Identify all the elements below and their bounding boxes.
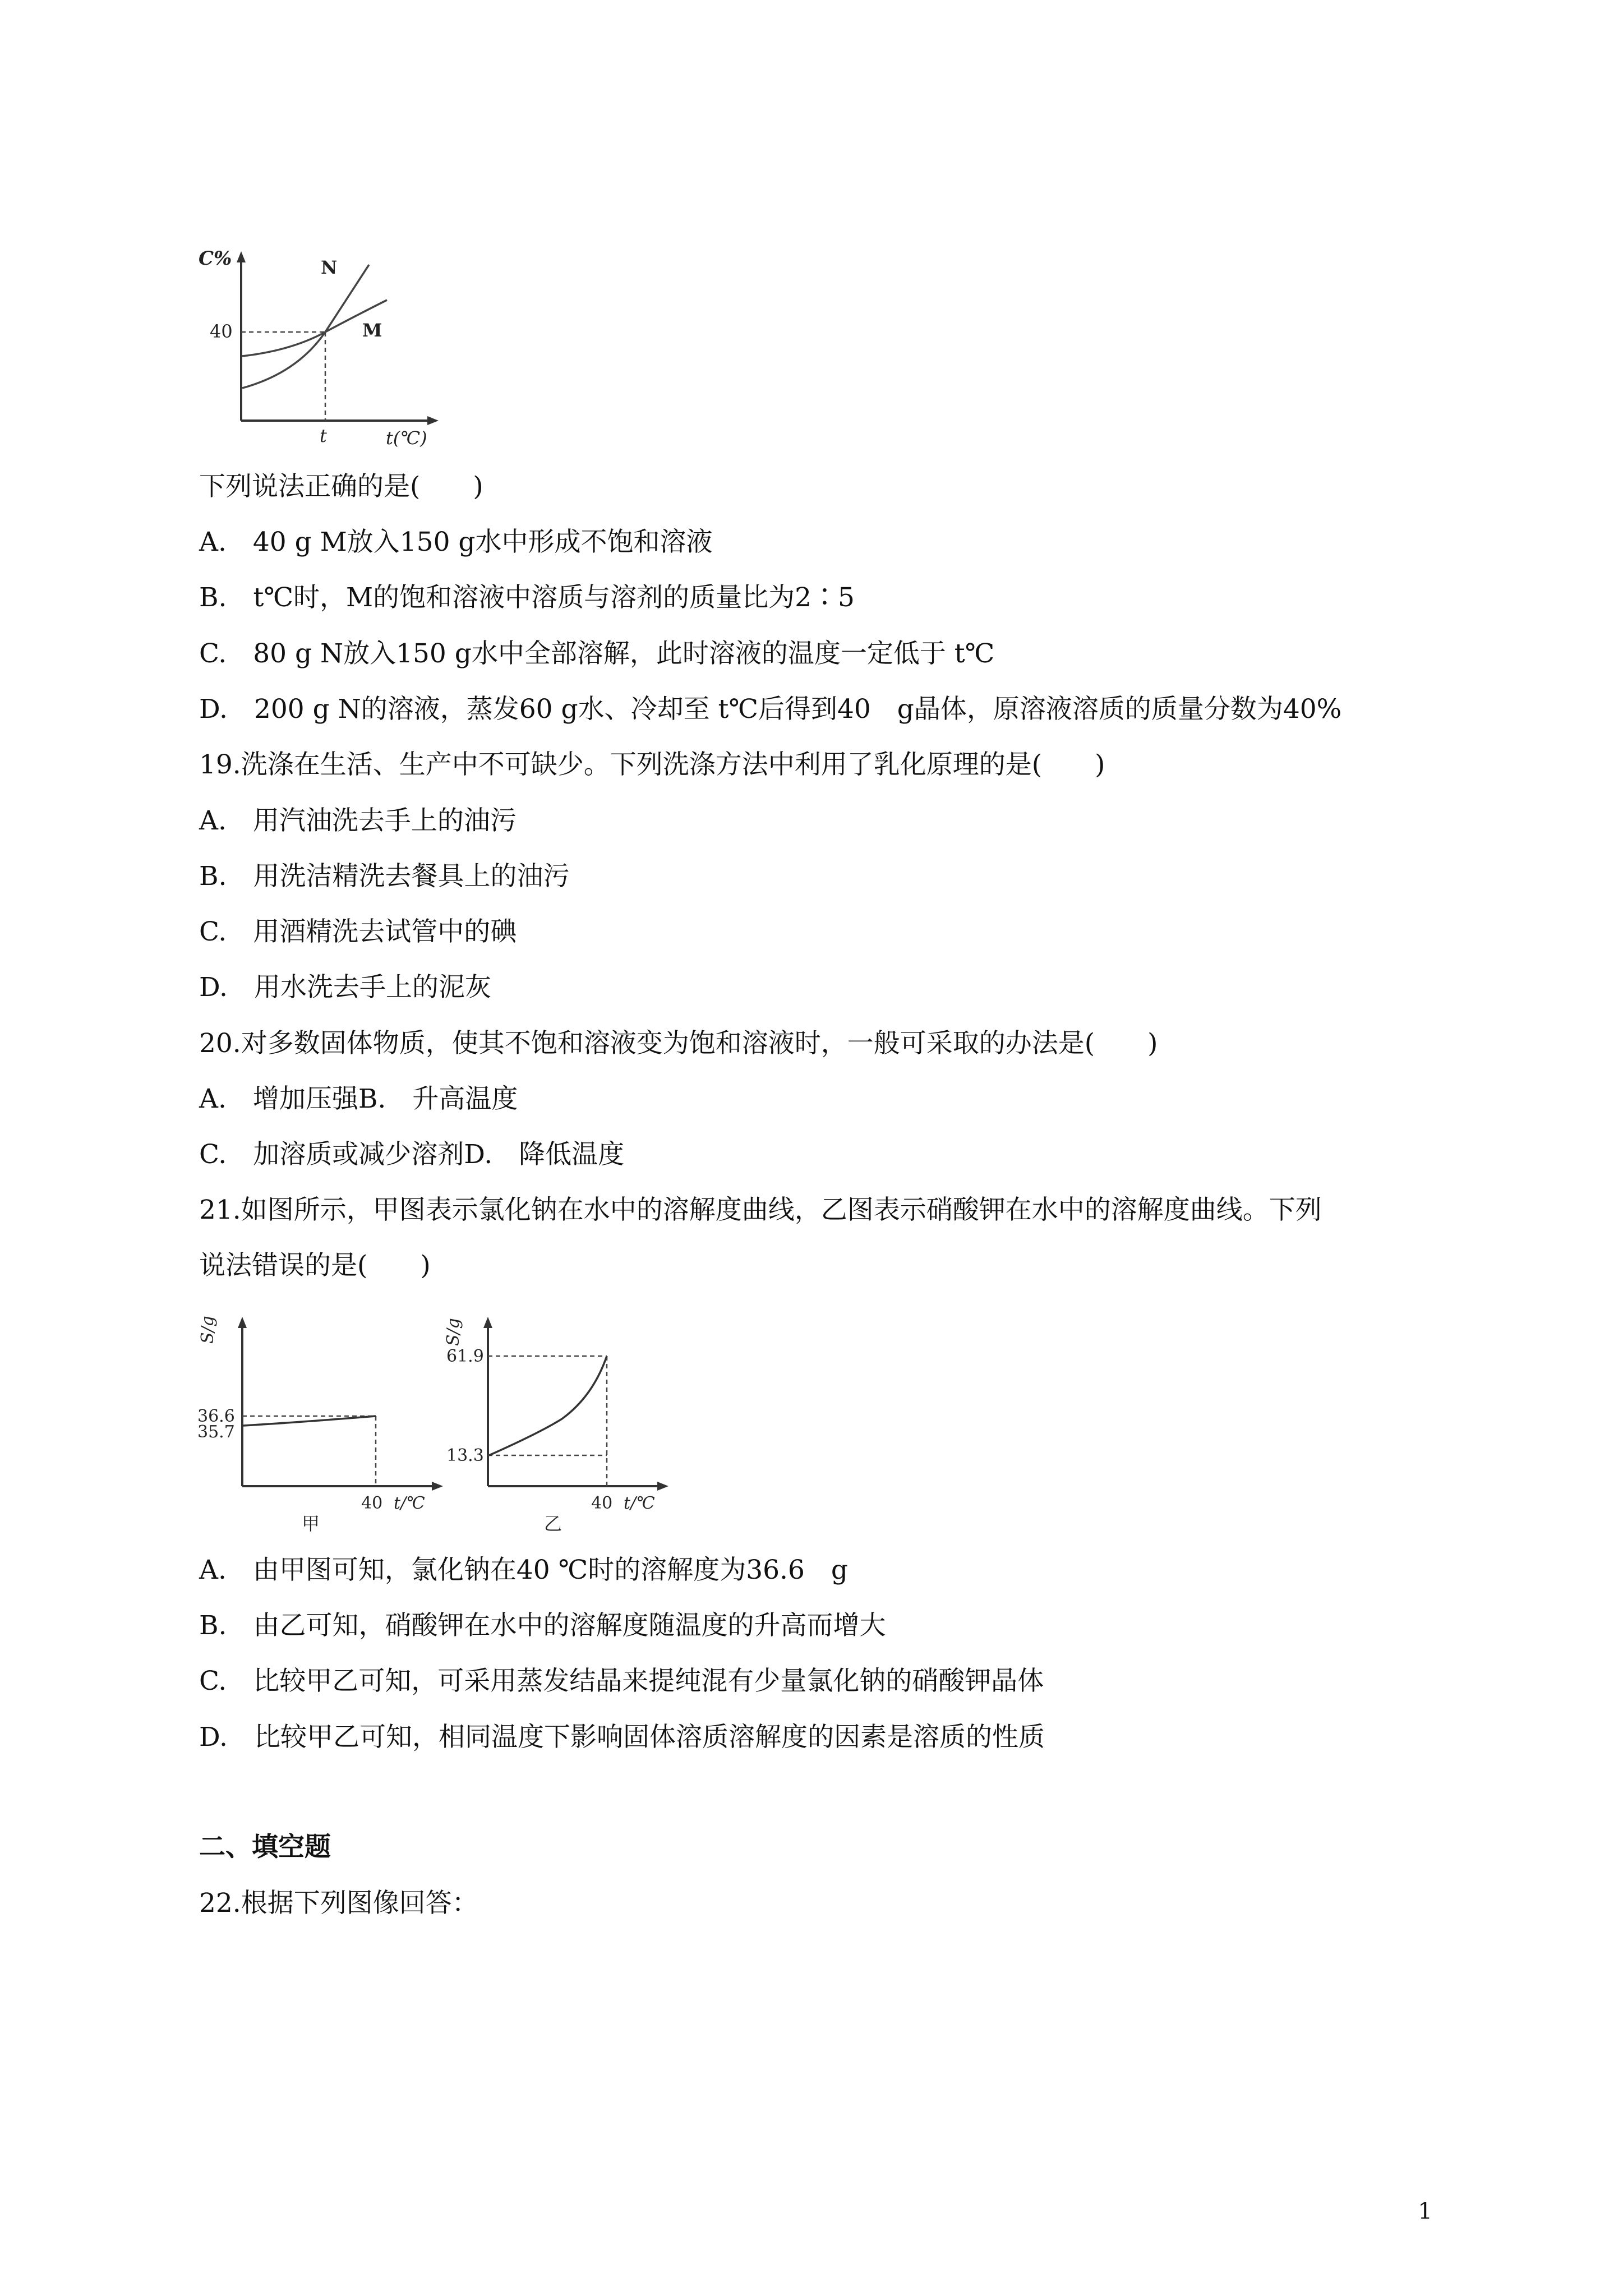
curve-m-label: M — [362, 320, 382, 341]
x-axis-label: t/℃ — [624, 1493, 655, 1513]
y-tick-high: 61.9 — [446, 1347, 484, 1366]
y-tick-low: 13.3 — [446, 1446, 484, 1465]
y-axis-label: S/g — [198, 1316, 218, 1344]
question-21-option-c: C. 比较甲乙可知，可采用蒸发结晶来提纯混有少量氯化钠的硝酸钾晶体 — [199, 1666, 1044, 1696]
curve-n-label: N — [321, 257, 338, 278]
y-axis-label: S/g — [444, 1318, 463, 1346]
page-number: 1 — [1418, 2198, 1432, 2224]
question-19-stem: 19.洗涤在生活、生产中不可缺少。下列洗涤方法中利用了乳化原理的是( ) — [199, 749, 1105, 780]
question-21-stem-line1: 21.如图所示，甲图表示氯化钠在水中的溶解度曲线，乙图表示硝酸钾在水中的溶解度曲线。下列 — [199, 1195, 1322, 1225]
y-axis-label: C% — [199, 247, 232, 270]
x-tick-label: 40 — [591, 1493, 613, 1513]
y-tick-high: 36.6 — [197, 1407, 235, 1426]
question-21-stem-line2: 说法错误的是( ) — [199, 1250, 431, 1281]
question-19-option-d: D. 用水洗去手上的泥灰 — [199, 972, 491, 1003]
question-18-option-b: B. t℃时，M的饱和溶液中溶质与溶剂的质量比为2∶5 — [199, 582, 855, 613]
section-heading-fill-in: 二、填空题 — [199, 1832, 331, 1862]
question-20-option-ab: A. 增加压强B. 升高温度 — [199, 1084, 518, 1114]
kno3-curve — [489, 1356, 607, 1455]
question-18-stem: 下列说法正确的是( ) — [199, 471, 483, 502]
figure-jia-nacl-solubility — [196, 1301, 443, 1537]
question-21-option-b: B. 由乙可知，硝酸钾在水中的溶解度随温度的升高而增大 — [199, 1610, 886, 1641]
question-18-option-d: D. 200 g N的溶液，蒸发60 g水、冷却至 t℃后得到40 g晶体，原溶液溶质的质量分数为40% — [199, 694, 1342, 725]
nacl-curve — [243, 1416, 376, 1426]
question-20-stem: 20.对多数固体物质，使其不饱和溶液变为饱和溶液时，一般可采取的办法是( ) — [199, 1028, 1158, 1059]
y-tick-label: 40 — [210, 321, 233, 342]
question-21-option-d: D. 比较甲乙可知，相同温度下影响固体溶质溶解度的因素是溶质的性质 — [199, 1722, 1045, 1753]
question-19-option-c: C. 用酒精洗去试管中的碘 — [199, 916, 517, 947]
question-19-option-b: B. 用洗洁精洗去餐具上的油污 — [199, 861, 570, 892]
x-axis-label: t(℃) — [386, 427, 427, 449]
x-tick-label: t — [320, 425, 327, 446]
question-21-option-a: A. 由甲图可知，氯化钠在40 ℃时的溶解度为36.6 g — [199, 1555, 848, 1585]
question-22-stem: 22.根据下列图像回答： — [199, 1888, 478, 1919]
question-18-option-c: C. 80 g N放入150 g水中全部溶解，此时溶液的温度一定低于 t℃ — [199, 638, 995, 669]
x-tick-label: 40 — [361, 1493, 383, 1513]
figure-caption: 乙 — [544, 1513, 562, 1534]
question-18-option-a: A. 40 g M放入150 g水中形成不饱和溶液 — [199, 527, 713, 557]
x-axis-label: t/℃ — [394, 1493, 425, 1513]
figure-yi-kno3-solubility — [439, 1301, 674, 1537]
question-20-option-cd: C. 加溶质或减少溶剂D. 降低温度 — [199, 1139, 625, 1170]
y-tick-low: 35.7 — [197, 1422, 235, 1442]
figure-concentration-curves — [196, 241, 443, 454]
question-19-option-a: A. 用汽油洗去手上的油污 — [199, 805, 517, 836]
figure-caption: 甲 — [302, 1513, 320, 1534]
curve-n — [242, 265, 369, 388]
